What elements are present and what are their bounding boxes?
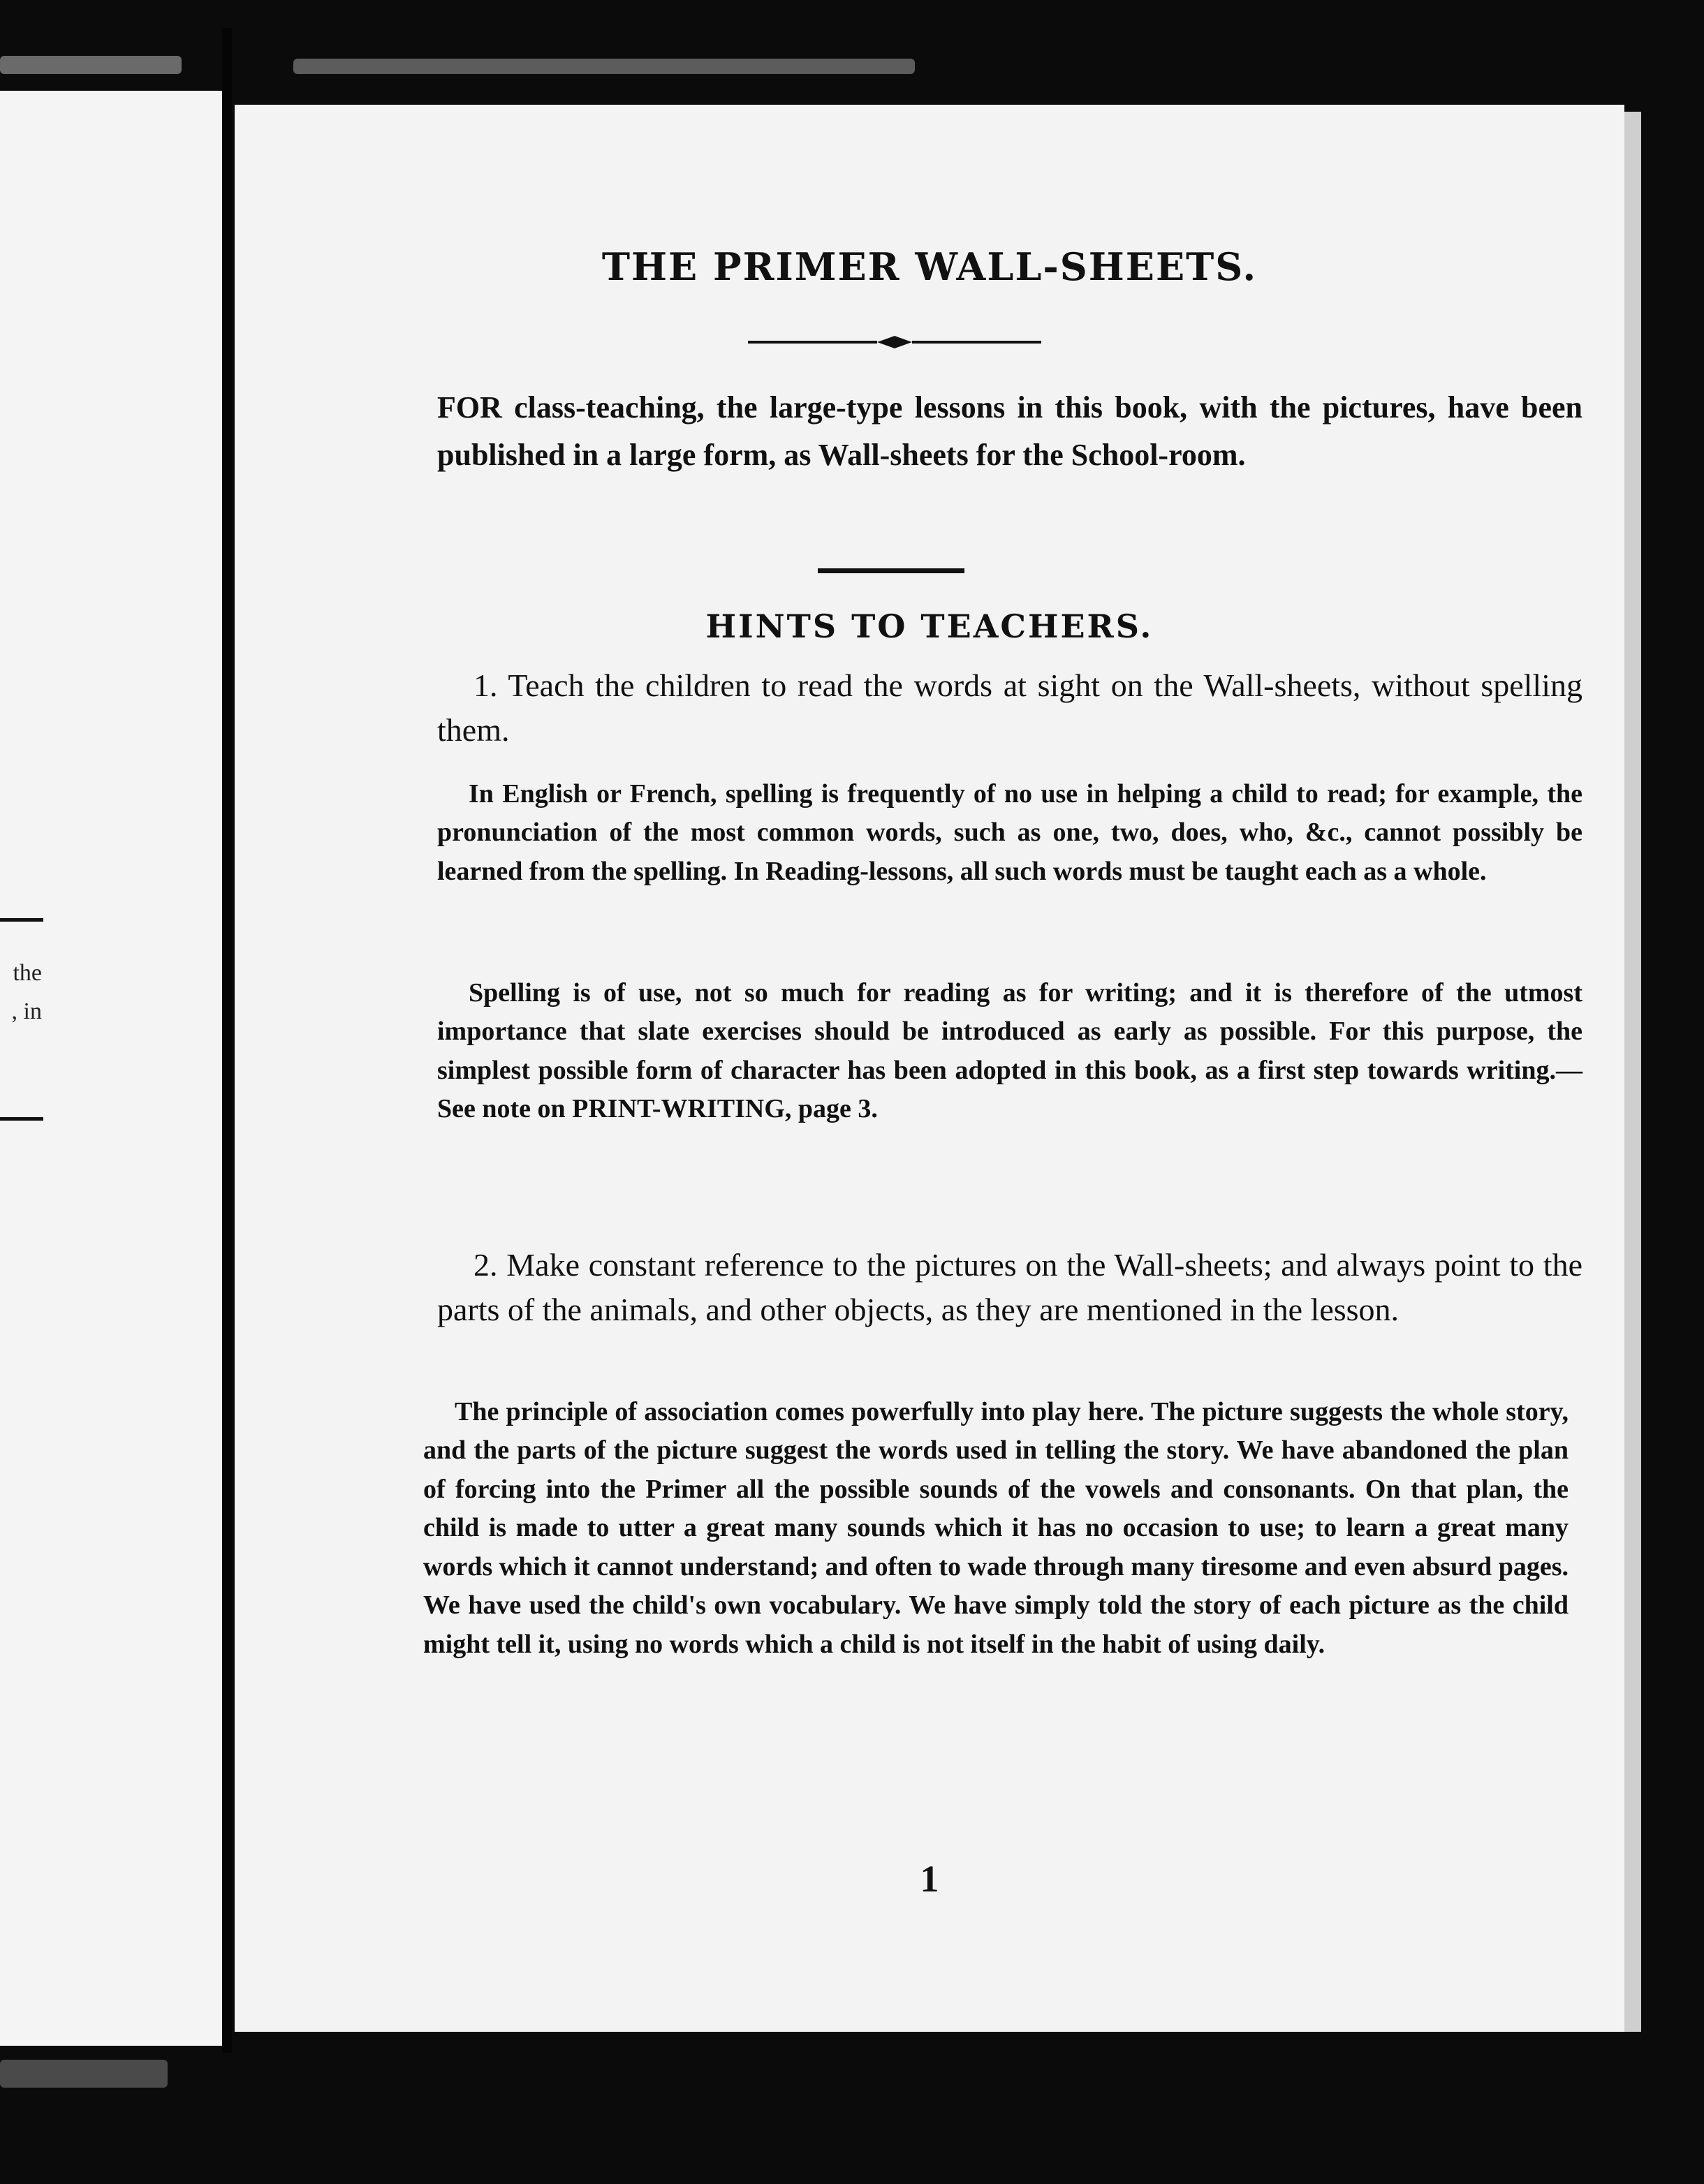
- scanner-frame-bottom: [0, 2060, 168, 2088]
- page-number: 1: [920, 1858, 939, 1900]
- scanner-frame-top: [293, 59, 915, 74]
- hint-1-note-a: In English or French, spelling is frequently of no use in helping a child to read; for example, the pronunciation of the most common words, such as one, two, does, who, &c., cannot possibly be learned from the spelling. In Reading-lessons, all such words must be taught each as a whole.: [437, 779, 1582, 886]
- facing-page-left: [0, 91, 230, 2046]
- hint-1-note-b: Spelling is of use, not so much for reading as for writing; and it is therefore of the utmost importance that slate exercises should be introduced as early as possible. For this purpose, the simplest possible form of character has been adopted in this book, as a first step towards writing.—See note on PRINT-WRITING, page 3.: [437, 978, 1582, 1124]
- intro-paragraph: FOR class-teaching, the large-type lessons in this book, with the pictures, have been published in a large form, as Wall-sheets for the School-room.: [437, 390, 1582, 473]
- scanner-frame-top-left: [0, 56, 182, 74]
- facing-page-rule: [0, 918, 43, 922]
- hint-1: 1. Teach the children to read the words at sight on the Wall-sheets, without spelling them.: [437, 667, 1582, 748]
- hint-2-note: The principle of association comes powerfully into play here. The picture suggests the whole story, and the parts of the picture suggest the words used in telling the story. We have abandoned the plan of forcing into the Primer all the possible sounds of the vowels and consonants. On that plan, the child is made to utter a great many sounds which it has no occasion to use; to learn a great many words which it cannot understand; and often to wade through many tiresome and even absurd pages. We have used the child's own vocabulary. We have simply told the story of each picture as the child might tell it, using no words which a child is not itself in the habit of using daily.: [423, 1397, 1569, 1659]
- hint-2: 2. Make constant reference to the pictures on the Wall-sheets; and always point to the parts of the animals, and other objects, as they are mentioned in the lesson.: [437, 1247, 1582, 1328]
- page-title: THE PRIMER WALL-SHEETS.: [601, 244, 1258, 289]
- facing-page-fragment: the: [13, 960, 42, 986]
- title-ornament: [748, 334, 1041, 351]
- section-heading: HINTS TO TEACHERS.: [705, 607, 1154, 645]
- facing-page-rule: [0, 1117, 43, 1121]
- facing-page-fragment: , in: [11, 998, 42, 1024]
- page-edge: [1624, 112, 1641, 2032]
- book-page: [235, 105, 1624, 2032]
- section-divider: [818, 568, 964, 573]
- book-spine: [222, 28, 232, 2053]
